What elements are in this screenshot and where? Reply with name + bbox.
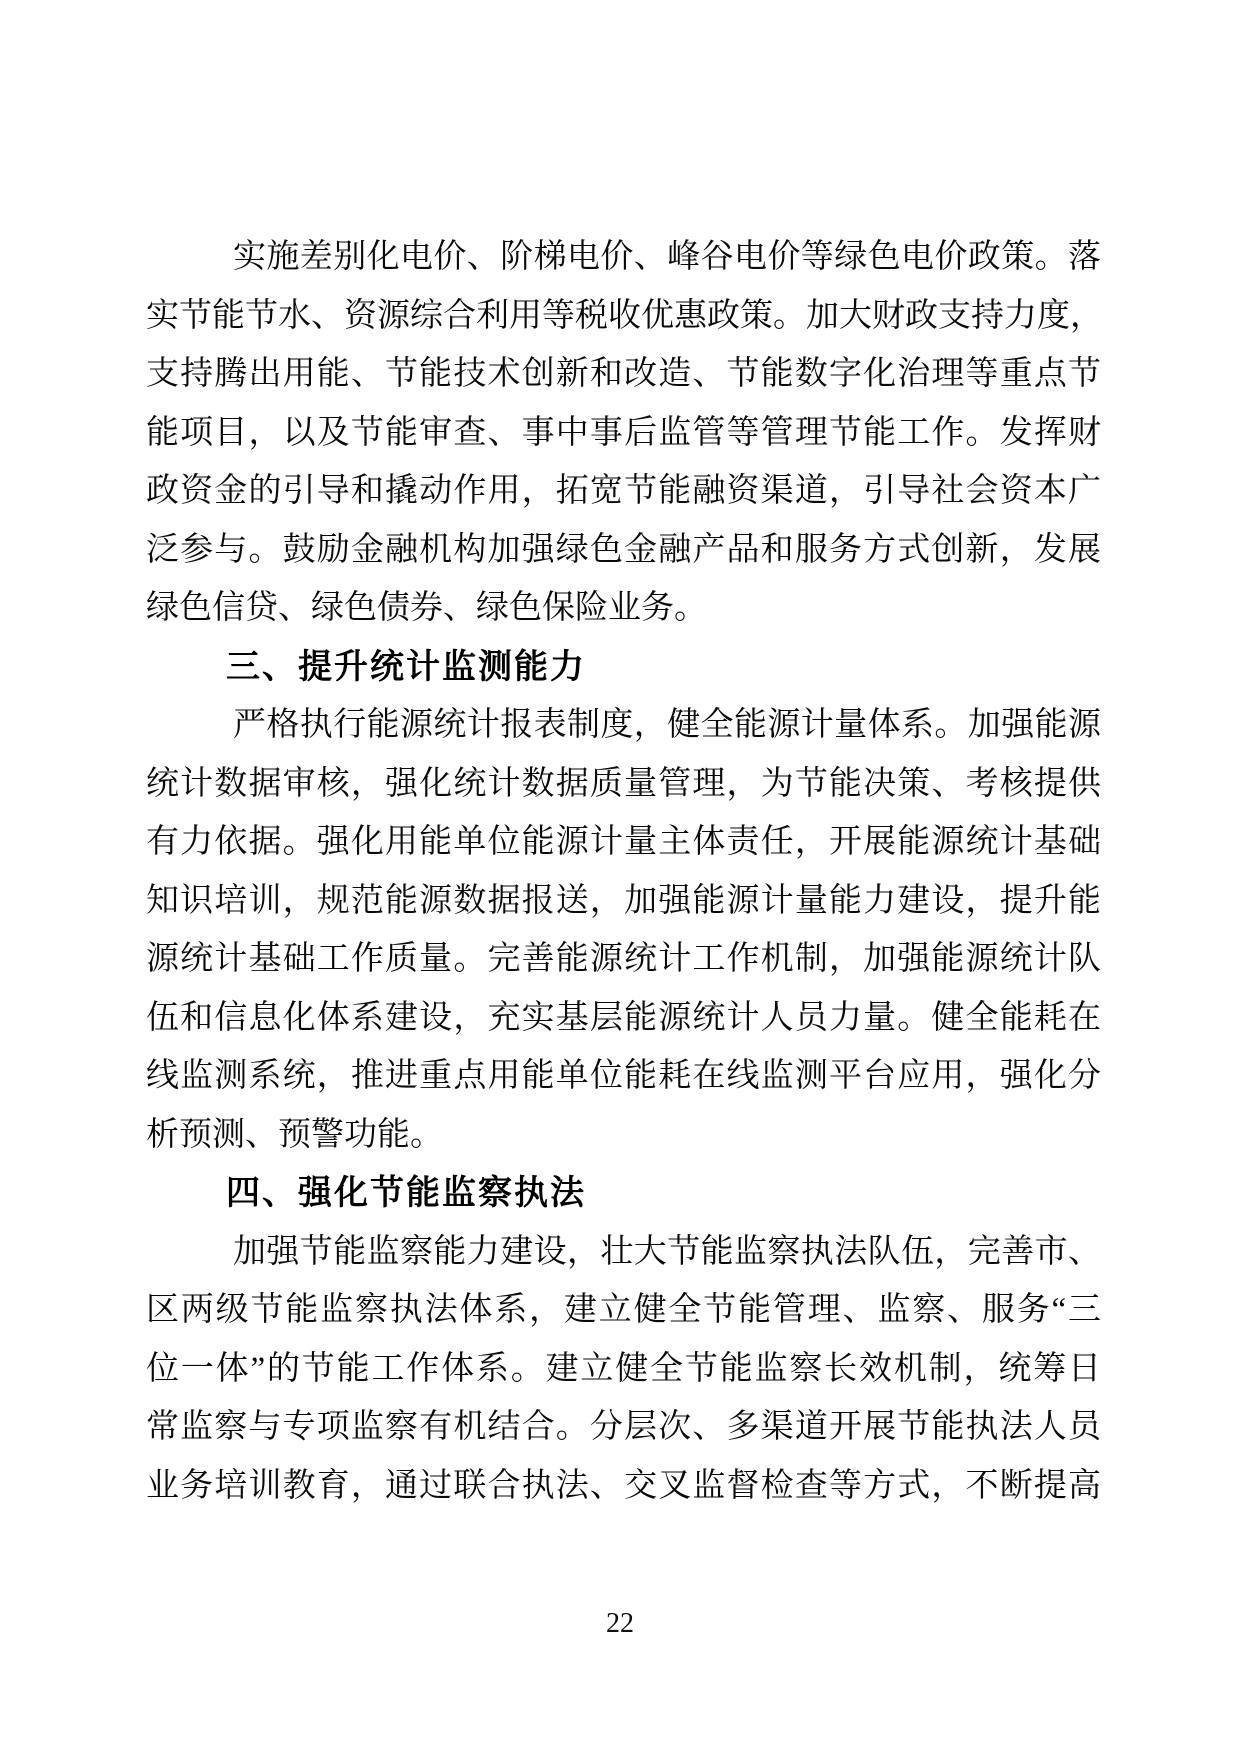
text-line: 政资金的引导和撬动作用，拓宽节能融资渠道，引导社会资本广 <box>146 473 1101 509</box>
text-line: 能项目，以及节能审查、事中事后监管等管理节能工作。发挥财 <box>146 414 1101 451</box>
paragraph <box>146 696 1101 1164</box>
document-content <box>146 228 1101 1515</box>
paragraph <box>146 228 1101 638</box>
text-line: 源统计基础工作质量。完善能源统计工作机制，加强能源统计队 <box>146 941 1101 977</box>
page-number: 22 <box>606 1608 634 1639</box>
text-line: 位一体”的节能工作体系。建立健全节能监察长效机制，统筹日 <box>146 1350 1101 1387</box>
text-line: 有力依据。强化用能单位能源计量主体责任，开展能源统计基础 <box>146 824 1101 860</box>
text-line: 加强节能监察能力建设，壮大节能监察执法队伍，完善市、 <box>233 1233 1101 1270</box>
text-line: 知识培训，规范能源数据报送，加强能源计量能力建设，提升能 <box>146 882 1101 919</box>
page-footer <box>0 1608 1240 1640</box>
section-heading: 三、提升统计监测能力 <box>226 647 586 686</box>
paragraph <box>146 1223 1101 1516</box>
text-line: 业务培训教育，通过联合执法、交叉监督检查等方式，不断提高 <box>146 1467 1101 1504</box>
text-line: 实施差别化电价、阶梯电价、峰谷电价等绿色电价政策。落 <box>233 239 1101 275</box>
text-line: 严格执行能源统计报表制度，健全能源计量体系。加强能源 <box>233 707 1101 743</box>
text-line: 区两级节能监察执法体系，建立健全节能管理、监察、服务“三 <box>146 1292 1101 1328</box>
section-heading: 四、强化节能监察执法 <box>226 1174 586 1212</box>
text-line: 伍和信息化体系建设，充实基层能源统计人员力量。健全能耗在 <box>146 999 1101 1036</box>
text-line: 线监测系统，推进重点用能单位能耗在线监测平台应用，强化分 <box>146 1058 1101 1094</box>
text-line: 析预测、预警功能。 <box>146 1116 443 1153</box>
text-line: 常监察与专项监察有机结合。分层次、多渠道开展节能执法人员 <box>146 1409 1101 1445</box>
text-line: 泛参与。鼓励金融机构加强绿色金融产品和服务方式创新，发展 <box>146 531 1101 568</box>
text-line: 统计数据审核，强化统计数据质量管理，为节能决策、考核提供 <box>146 765 1101 802</box>
text-line: 实节能节水、资源综合利用等税收优惠政策。加大财政支持力度， <box>146 297 1103 334</box>
text-line: 支持腾出用能、节能技术创新和改造、节能数字化治理等重点节 <box>146 356 1101 392</box>
text-line: 绿色信贷、绿色债券、绿色保险业务。 <box>146 590 707 626</box>
